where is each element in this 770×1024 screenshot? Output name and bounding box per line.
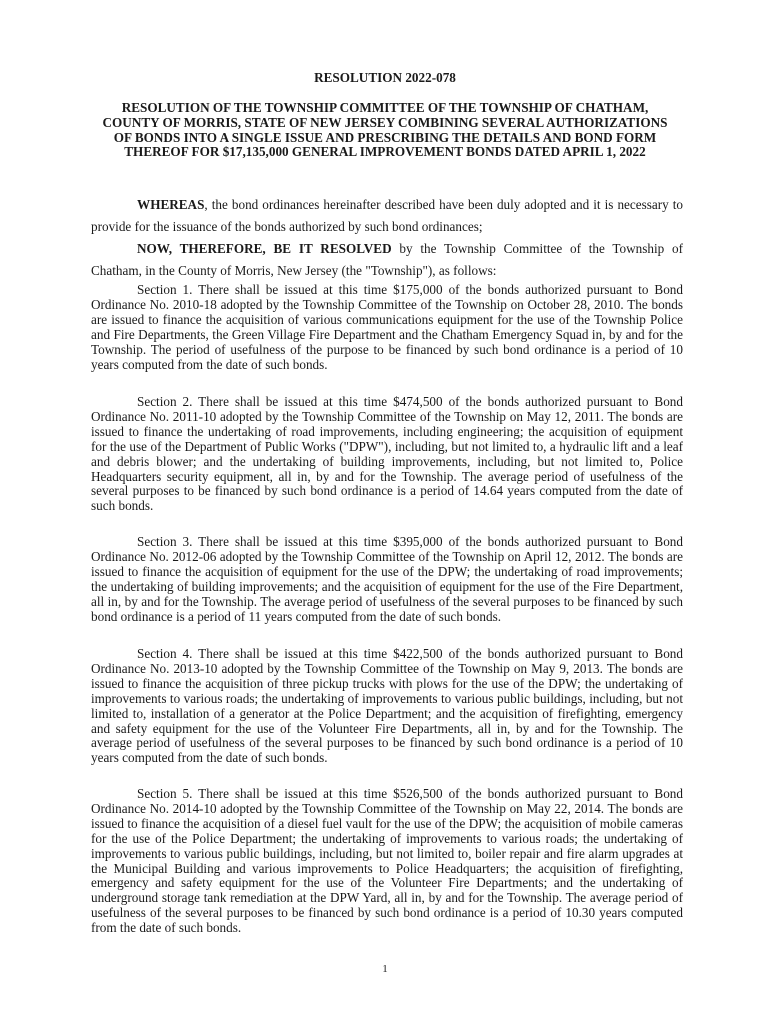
- whereas-text: , the bond ordinances hereinafter described have been duly adopted and it is necessary to provide for the issuance of the bonds authorized by such bond ordinances;: [91, 197, 683, 234]
- section-2-paragraph: Section 2. There shall be issued at this time $474,500 of the bonds authorized pursuant to Bond Ordinance No. 2011-10 adopted by the Township Committee of the Township on May 12, 2011. The bonds are issued to finance the undertaking of road improvements, including engineering; the acquisition of equipment for the use of the Department of Public Works ("DPW"), including, but not limited to, a hydraulic lift and a leaf and debris blower; and the undertaking of building improvements, including, but not limited to, Police Headquarters security equipment, all in, by and for the Township. The average period of usefulness of the several purposes to be financed by such bond ordinance is a period of 14.64 years computed from the date of such bonds.: [91, 394, 683, 514]
- resolved-paragraph: [91, 238, 683, 282]
- resolution-number: RESOLUTION 2022-078: [314, 70, 456, 85]
- section-1-paragraph: Section 1. There shall be issued at this time $175,000 of the bonds authorized pursuant to Bond Ordinance No. 2010-18 adopted by the Township Committee of the Township on October 28, 2010. The bonds are issued to finance the acquisition of various communications equipment for the use of the Township Police and Fire Departments, the Green Village Fire Department and the Chatham Emergency Squad in, by and for the Township. The period of usefulness of the purpose to be financed by such bond ordinance is a period of 10 years computed from the date of such bonds.: [91, 282, 683, 372]
- section-5-paragraph: Section 5. There shall be issued at this time $526,500 of the bonds authorized pursuant to Bond Ordinance No. 2014-10 adopted by the Township Committee of the Township on May 22, 2014. The bonds are issued to finance the acquisition of a diesel fuel vault for the use of the DPW; the acquisition of mobile cameras for the use of the Police Department; the undertaking of improvements to various roads; the undertaking of improvements to various public buildings, including, but not limited to, boiler repair and fire alarm upgrades at the Municipal Building and various improvements to Police Headquarters; the acquisition of firefighting, emergency and safety equipment for the use of the Volunteer Fire Departments; and the undertaking of underground storage tank remediation at the DPW Yard, all in, by and for the Township. The average period of usefulness of the several purposes to be financed by such bond ordinance is a period of 10.30 years computed from the date of such bonds.: [91, 786, 683, 936]
- whereas-paragraph: [91, 194, 683, 238]
- section-3-paragraph: Section 3. There shall be issued at this time $395,000 of the bonds authorized pursuant to Bond Ordinance No. 2012-06 adopted by the Township Committee of the Township on April 12, 2012. The bonds are issued to finance the acquisition of equipment for the use of the DPW; the undertaking of road improvements; the undertaking of building improvements; and the acquisition of equipment for the use of the Fire Department, all in, by and for the Township. The average period of usefulness of the several purposes to be financed by such bond ordinance is a period of 11 years computed from the date of such bonds.: [91, 534, 683, 624]
- page-number: 1: [382, 963, 388, 975]
- resolved-text: by the Township Committee of the Township of Chatham, in the County of Morris, New Jersey (the "Township"), as follows:: [91, 241, 683, 278]
- resolution-title: RESOLUTION OF THE TOWNSHIP COMMITTEE OF THE TOWNSHIP OF CHATHAM, COUNTY OF MORRIS, STATE OF NEW JERSEY COMBINING SEVERAL AUTHORIZATIONS OF BONDS INTO A SINGLE ISSUE AND PRESCRIBING THE DETAILS AND BOND FORM THEREOF FOR $17,135,000 GENERAL IMPROVEMENT BONDS DATED APRIL 1, 2022: [102, 100, 668, 160]
- resolved-lead: NOW, THEREFORE, BE IT RESOLVED: [137, 241, 392, 256]
- section-4-paragraph: Section 4. There shall be issued at this time $422,500 of the bonds authorized pursuant to Bond Ordinance No. 2013-10 adopted by the Township Committee of the Township on May 9, 2013. The bonds are issued to finance the acquisition of three pickup trucks with plows for the use of the DPW; the undertaking of improvements to various roads; the undertaking of improvements to various public buildings, including, but not limited to, installation of a generator at the Police Department; and the acquisition of firefighting, emergency and safety equipment for the use of the Volunteer Fire Departments, all in, by and for the Township. The average period of usefulness of the several purposes to be financed by such bond ordinance is a period of 10 years computed from the date of such bonds.: [91, 646, 683, 766]
- whereas-lead: WHEREAS: [137, 197, 205, 212]
